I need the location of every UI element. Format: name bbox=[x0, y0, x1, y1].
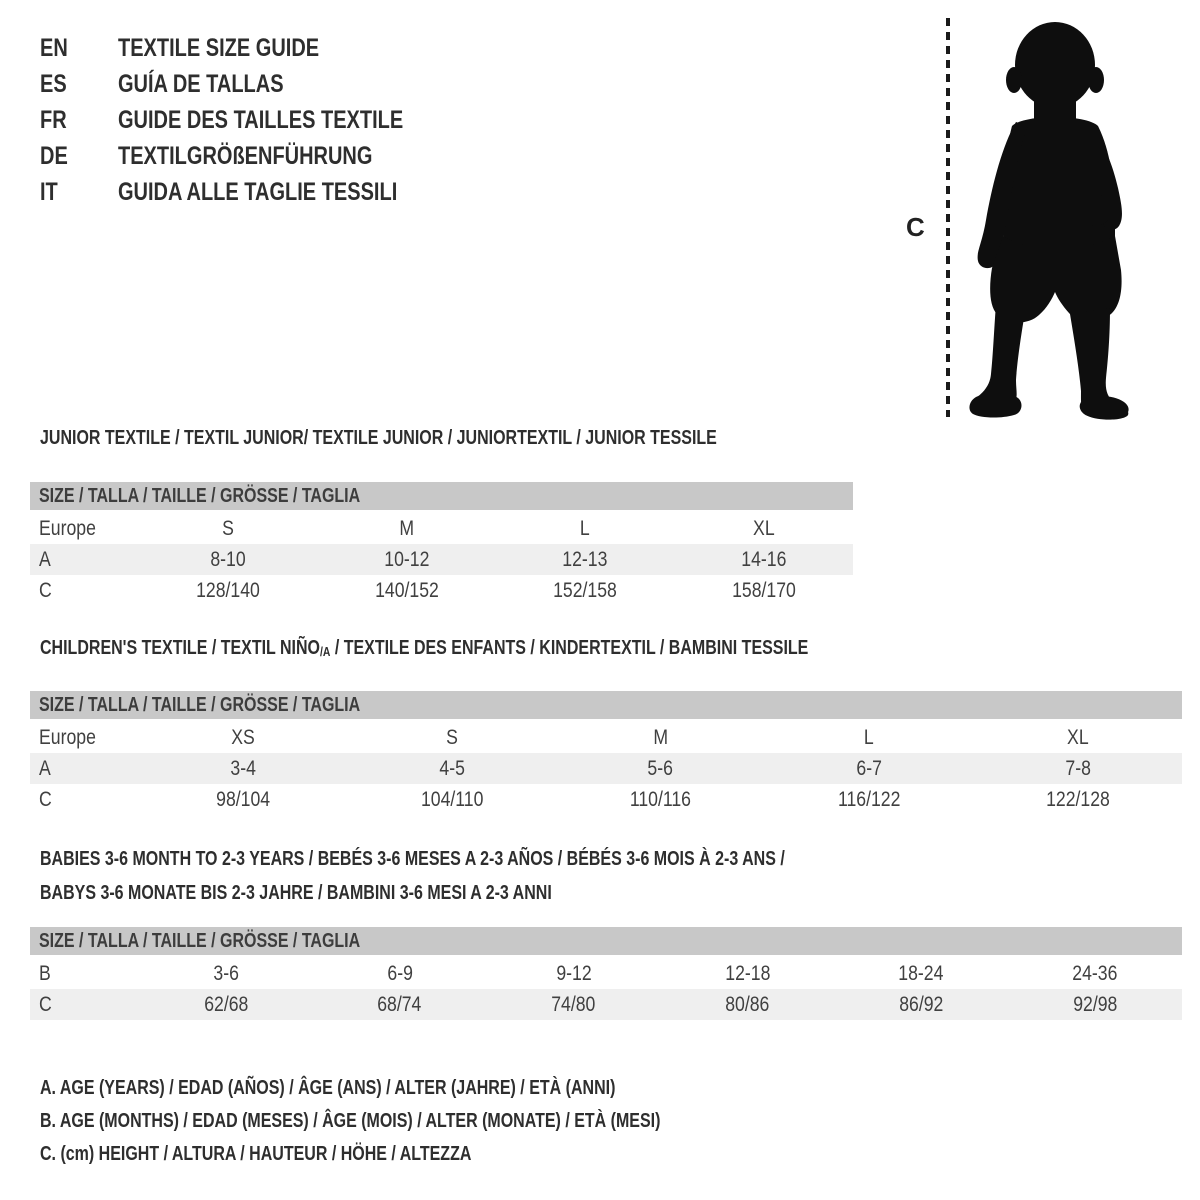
toddler-silhouette bbox=[962, 18, 1140, 420]
children-section-title: CHILDREN'S TEXTILE / TEXTIL NIÑO/A / TEXTILE DES ENFANTS / KINDERTEXTIL / BAMBINI TESSILE bbox=[40, 637, 809, 659]
language-title: GUIDA ALLE TAGLIE TESSILI bbox=[118, 178, 398, 206]
size-cell: 98/104 bbox=[216, 787, 271, 811]
row-label: C bbox=[39, 787, 52, 811]
size-table-row bbox=[30, 784, 1182, 815]
size-cell: 128/140 bbox=[196, 578, 261, 602]
language-title: TEXTILE SIZE GUIDE bbox=[118, 34, 320, 62]
language-row bbox=[40, 66, 475, 102]
size-table-row bbox=[30, 958, 1182, 989]
size-cell: S bbox=[445, 725, 458, 749]
size-cell: 8-10 bbox=[210, 547, 246, 571]
size-cell: L bbox=[864, 725, 874, 749]
language-code: DE bbox=[40, 142, 68, 170]
language-title: GUÍA DE TALLAS bbox=[118, 70, 284, 98]
size-header-bar: SIZE / TALLA / TAILLE / GRÖSSE / TAGLIA bbox=[30, 482, 853, 510]
size-cell: 4-5 bbox=[439, 756, 465, 780]
babies-size-table-block bbox=[30, 927, 1182, 1020]
language-code: EN bbox=[40, 34, 68, 62]
size-cell: 12-13 bbox=[562, 547, 608, 571]
babies-title-line-2: BABYS 3-6 MONATE BIS 2-3 JAHRE / BAMBINI 3-6 MESI A 2-3 ANNI bbox=[40, 882, 552, 904]
size-cell: XS bbox=[231, 725, 256, 749]
size-cell: 80/86 bbox=[725, 992, 770, 1016]
size-cell: 5-6 bbox=[647, 756, 674, 780]
size-header-bar: SIZE / TALLA / TAILLE / GRÖSSE / TAGLIA bbox=[30, 927, 1182, 955]
babies-section-title bbox=[40, 842, 971, 910]
size-cell: 116/122 bbox=[837, 787, 901, 811]
size-cell: 92/98 bbox=[1072, 992, 1118, 1016]
size-table-row bbox=[30, 753, 1182, 784]
size-table-row bbox=[30, 513, 853, 544]
size-cell: 6-9 bbox=[386, 961, 413, 985]
size-cell: 62/68 bbox=[203, 992, 248, 1016]
size-cell: 24-36 bbox=[1072, 961, 1118, 985]
size-header-bar: SIZE / TALLA / TAILLE / GRÖSSE / TAGLIA bbox=[30, 691, 1182, 719]
size-table-row bbox=[30, 989, 1182, 1020]
size-cell: 6-7 bbox=[856, 756, 882, 780]
size-cell: XL bbox=[1066, 725, 1089, 749]
language-title: GUIDE DES TAILLES TEXTILE bbox=[118, 106, 404, 134]
legend-line-a: A. AGE (YEARS) / EDAD (AÑOS) / ÂGE (ANS) / ALTER (JAHRE) / ETÀ (ANNI) bbox=[40, 1077, 616, 1099]
junior-size-table bbox=[30, 513, 853, 606]
language-row bbox=[40, 102, 475, 138]
language-title: TEXTILGRÖßENFÜHRUNG bbox=[118, 142, 373, 170]
size-cell: 110/116 bbox=[629, 787, 692, 811]
row-label: B bbox=[39, 961, 51, 985]
language-code: IT bbox=[40, 178, 58, 206]
language-code: ES bbox=[40, 70, 67, 98]
size-cell: 18-24 bbox=[898, 961, 944, 985]
size-cell: 7-8 bbox=[1064, 756, 1091, 780]
size-cell: 86/92 bbox=[899, 992, 944, 1016]
babies-size-table bbox=[30, 958, 1182, 1020]
row-label: A bbox=[39, 547, 51, 571]
language-row bbox=[40, 30, 475, 66]
language-code: FR bbox=[40, 106, 67, 134]
measurement-legend bbox=[40, 1072, 816, 1171]
size-cell: 152/158 bbox=[553, 578, 618, 602]
height-measure-label: C bbox=[906, 212, 925, 242]
size-cell: 14-16 bbox=[741, 547, 787, 571]
size-table-row bbox=[30, 544, 853, 575]
children-size-table bbox=[30, 722, 1182, 815]
babies-title-line-1: BABIES 3-6 MONTH TO 2-3 YEARS / BEBÉS 3-6 MESES A 2-3 AÑOS / BÉBÉS 3-6 MOIS À 2-3 ANS / bbox=[40, 848, 785, 870]
size-cell: 68/74 bbox=[377, 992, 422, 1016]
height-measure-dashed-line bbox=[946, 18, 950, 417]
row-label: C bbox=[39, 992, 52, 1016]
size-cell: 3-6 bbox=[213, 961, 239, 985]
size-cell: 104/110 bbox=[420, 787, 484, 811]
row-label: A bbox=[39, 756, 51, 780]
row-label: Europe bbox=[39, 516, 96, 540]
language-row bbox=[40, 174, 475, 210]
size-cell: 12-18 bbox=[724, 961, 770, 985]
size-cell: M bbox=[399, 516, 415, 540]
children-size-table-block bbox=[30, 691, 1182, 815]
size-cell: 10-12 bbox=[384, 547, 430, 571]
size-cell: 3-4 bbox=[230, 756, 257, 780]
row-label: Europe bbox=[39, 725, 96, 749]
junior-section-title: JUNIOR TEXTILE / TEXTIL JUNIOR/ TEXTILE JUNIOR / JUNIORTEXTIL / JUNIOR TESSILE bbox=[40, 427, 717, 449]
size-cell: 158/170 bbox=[731, 578, 796, 602]
size-cell: XL bbox=[752, 516, 775, 540]
legend-line-b: B. AGE (MONTHS) / EDAD (MESES) / ÂGE (MOIS) / ALTER (MONATE) / ETÀ (MESI) bbox=[40, 1110, 661, 1132]
size-cell: 74/80 bbox=[551, 992, 596, 1016]
size-table-row bbox=[30, 575, 853, 606]
size-cell: S bbox=[222, 516, 235, 540]
language-title-block bbox=[40, 30, 475, 210]
size-cell: M bbox=[653, 725, 668, 749]
size-cell: 9-12 bbox=[555, 961, 592, 985]
legend-line-c: C. (cm) HEIGHT / ALTURA / HAUTEUR / HÖHE / ALTEZZA bbox=[40, 1143, 472, 1165]
row-label: C bbox=[39, 578, 52, 602]
size-cell: 140/152 bbox=[374, 578, 439, 602]
junior-size-table-block bbox=[30, 482, 853, 606]
size-cell: 122/128 bbox=[1045, 787, 1110, 811]
nino-a-subscript: /A bbox=[319, 644, 331, 659]
size-cell: L bbox=[580, 516, 591, 540]
language-row bbox=[40, 138, 475, 174]
size-table-row bbox=[30, 722, 1182, 753]
